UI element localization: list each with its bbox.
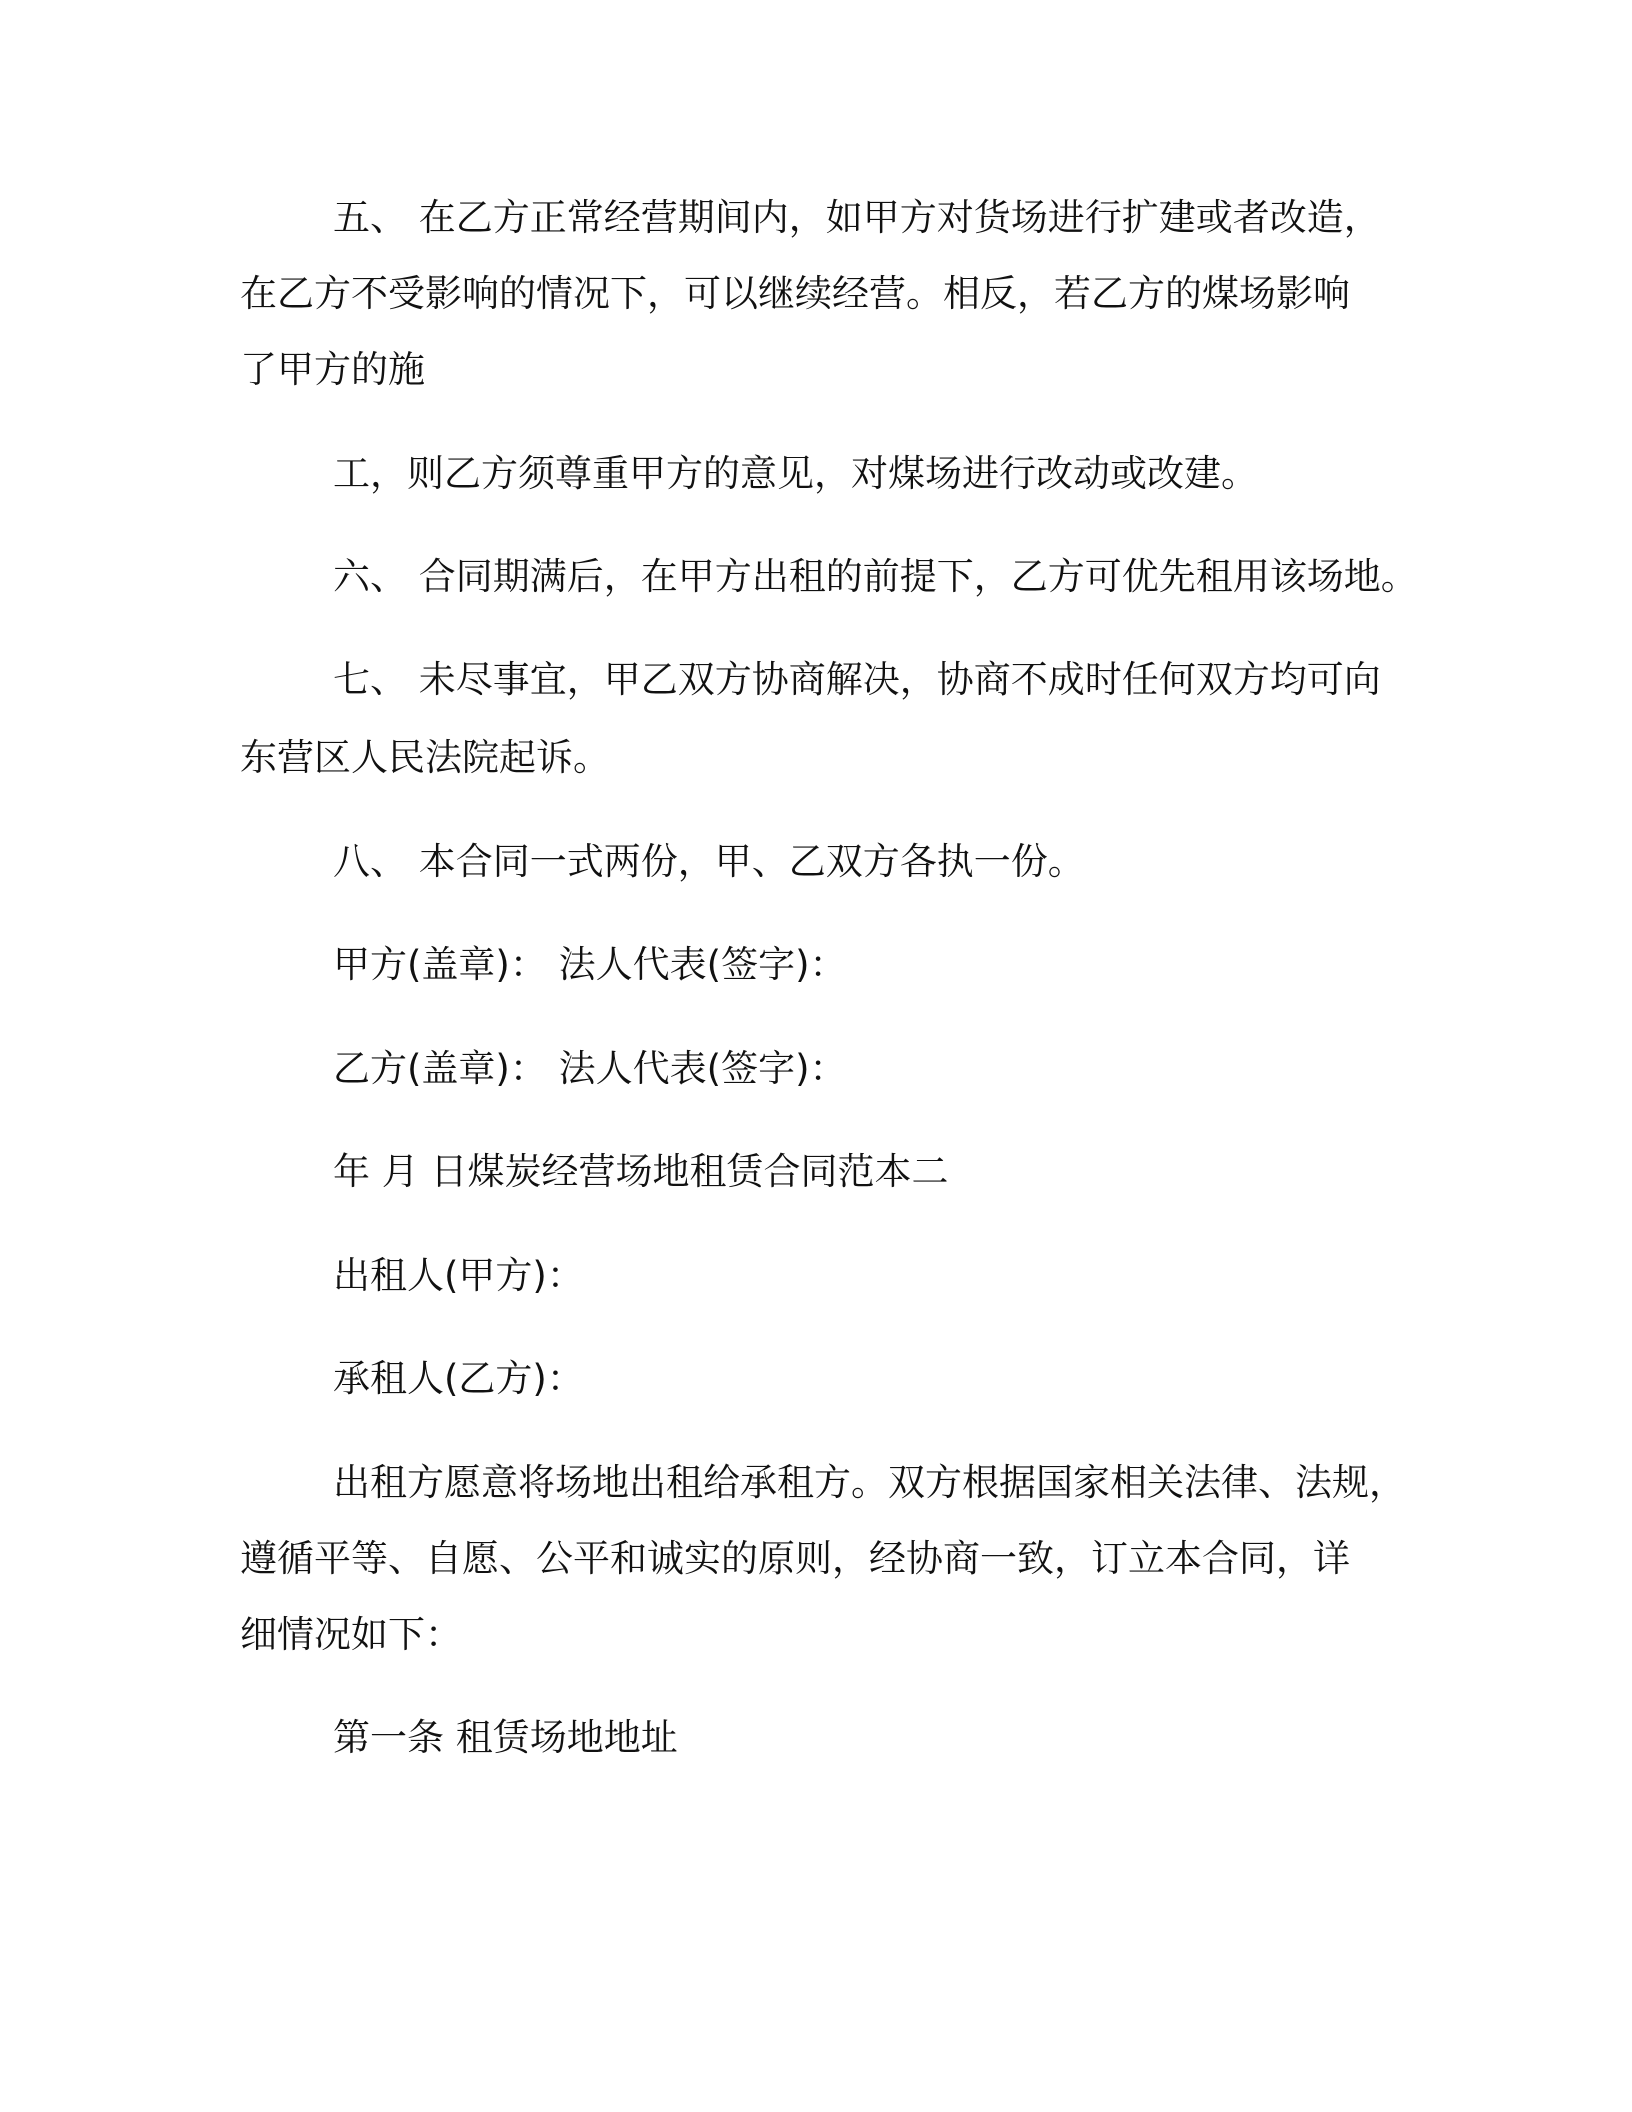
- clause-5-line-1: 五、 在乙方正常经营期间内，如甲方对货场进行扩建或者改造，: [333, 196, 1381, 239]
- clause-5-line-3: 了甲方的施: [240, 348, 425, 391]
- clause-7-line-1: 七、 未尽事宜，甲乙双方协商解决，协商不成时任何双方均可向: [333, 658, 1381, 701]
- preamble-line-3: 细情况如下：: [240, 1613, 462, 1656]
- clause-7-line-2: 东营区人民法院起诉。: [240, 736, 610, 779]
- clause-5-line-2: 在乙方不受影响的情况下，可以继续经营。相反，若乙方的煤场影响: [240, 272, 1350, 315]
- clause-5-continuation: 工，则乙方须尊重甲方的意见，对煤场进行改动或改建。: [333, 452, 1258, 495]
- preamble-line-2: 遵循平等、自愿、公平和诚实的原则，经协商一致，订立本合同，详: [240, 1537, 1350, 1580]
- clause-8: 八、 本合同一式两份，甲、乙双方各执一份。: [333, 840, 1085, 883]
- clause-6: 六、 合同期满后，在甲方出租的前提下，乙方可优先租用该场地。: [333, 555, 1418, 598]
- lessee-line: 承租人(乙方)：: [333, 1357, 584, 1400]
- party-a-signature-line: 甲方(盖章)： 法人代表(签字)：: [333, 943, 847, 986]
- party-b-signature-line: 乙方(盖章)： 法人代表(签字)：: [333, 1047, 847, 1090]
- lessor-line: 出租人(甲方)：: [333, 1254, 584, 1297]
- article-1-heading: 第一条 租赁场地地址: [333, 1716, 678, 1759]
- date-and-second-template-title: 年 月 日煤炭经营场地租赁合同范本二: [333, 1150, 949, 1193]
- preamble-line-1: 出租方愿意将场地出租给承租方。双方根据国家相关法律、法规，: [333, 1461, 1406, 1504]
